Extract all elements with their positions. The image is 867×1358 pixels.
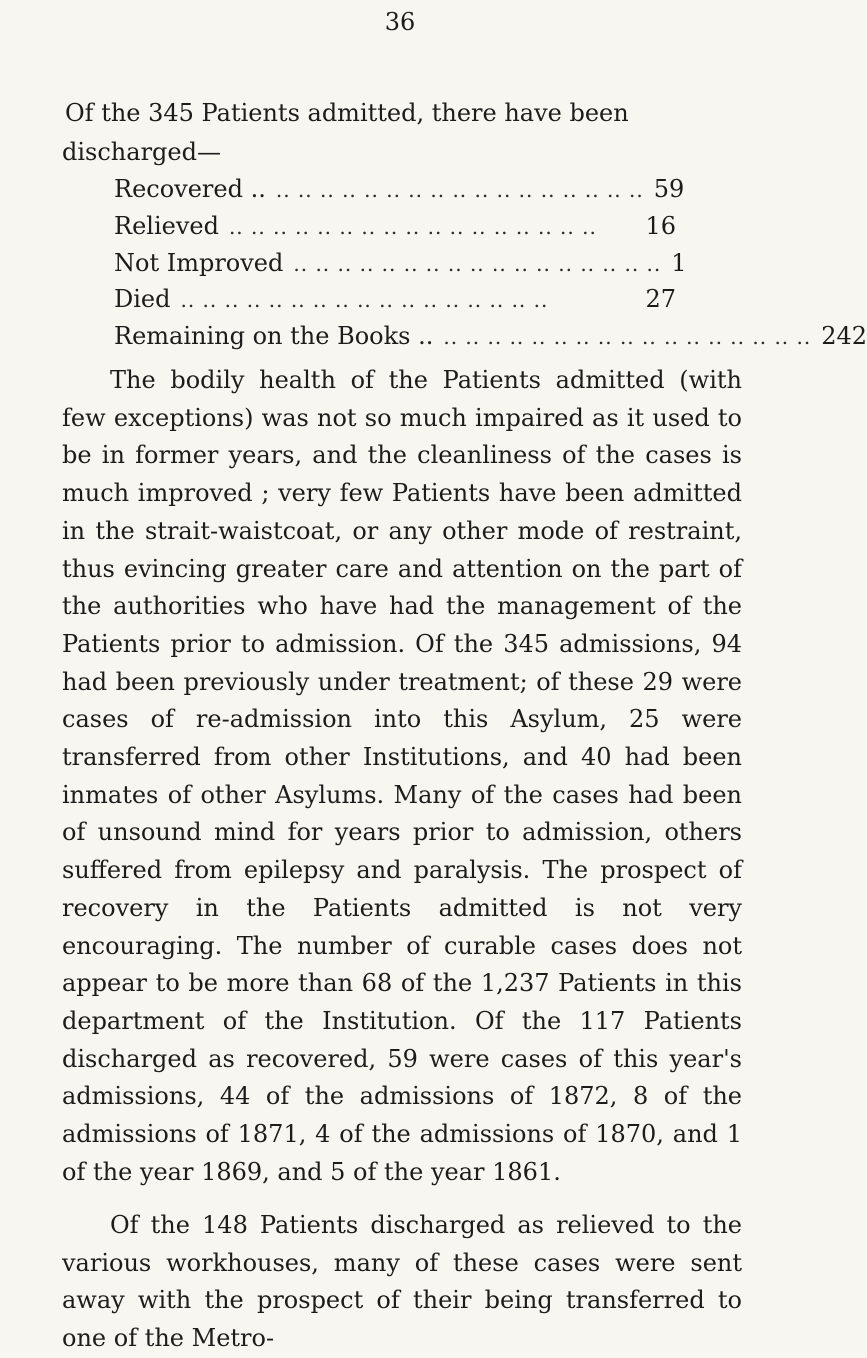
tally-row-died [114, 281, 676, 318]
body-paragraph: Of the 148 Patients discharged as relieved to the various workhouses, many of these cases were sent away with the prospect of their being transferred to one of the Metro- [62, 1211, 742, 1353]
tally-value: 27 [645, 285, 676, 314]
tally-value: 1 [671, 248, 687, 277]
tally-value: 242 [821, 322, 867, 351]
tally-label: Relieved [114, 211, 219, 240]
body-paragraph: The bodily health of the Patients admitted (with few exceptions) was not so much impaired as it used to be in former years, and the cleanliness of the cases is much improved ; very few Patients have been admitted in the strait-waistcoat, or any other mode of restraint, thus evincing greater care and attention on the part of the authorities who have had the management of the Patients prior to admission. Of the 345 admissions, 94 had been previously under treatment; of these 29 were cases of re-admission into this Asylum, 25 were transferred from other Institutions, and 40 had been inmates of other Asylums. Many of the cases had been of unsound mind for years prior to admission, others suffered from epilepsy and paralysis. The prospect of recovery in the Patients admitted is not very encouraging. The number of curable cases does not appear to be more than 68 of the 1,237 Patients in this department of the Institution. Of the 117 Patients discharged as recovered, 59 were cases of this year's admissions, 44 of the admissions of 1872, 8 of the admissions of 1871, 4 of the admissions of 1870, and 1 of the year 1869, and 5 of the year 1861. [62, 366, 742, 1186]
page-number: 36 [384, 8, 416, 36]
leader-dots: .. .. .. .. .. .. .. .. .. .. .. .. .. .. .. .. .. [275, 178, 644, 202]
tally-label: Not Improved [114, 248, 284, 277]
tally-row-not-improved [114, 245, 687, 282]
tally-value: 59 [653, 175, 685, 203]
tally-label: Recovered .. [114, 175, 266, 203]
leader-dots: .. .. .. .. .. .. .. .. .. .. .. .. .. .. .. .. .. [293, 251, 662, 276]
tally-row-relieved [114, 208, 676, 245]
intro-text: Of the 345 Patients admitted, there have been discharged— [62, 99, 629, 166]
tally-label: Died [114, 285, 171, 314]
tally-row-remaining [114, 318, 867, 355]
leader-dots: .. .. .. .. .. .. .. .. .. .. .. .. .. .. .. .. .. [180, 288, 549, 313]
leader-dots: .. .. .. .. .. .. .. .. .. .. .. .. .. .. .. .. .. [443, 325, 812, 350]
discharge-tally [114, 171, 867, 355]
tally-value: 16 [645, 211, 676, 240]
leader-dots: .. .. .. .. .. .. .. .. .. .. .. .. .. .. .. .. .. [228, 214, 597, 239]
tally-label: Remaining on the Books .. [114, 322, 434, 351]
tally-row-recovered [114, 171, 685, 208]
